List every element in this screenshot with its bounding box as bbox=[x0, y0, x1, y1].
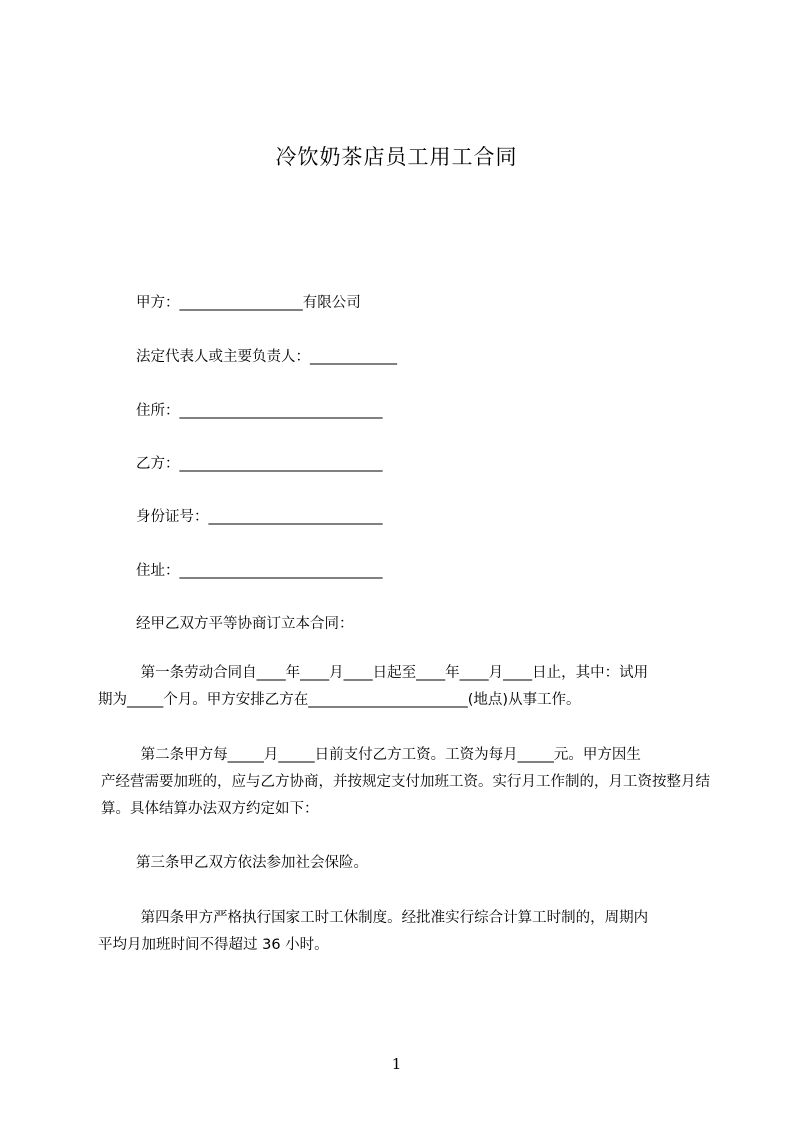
article-3: 第三条甲乙双方依法参加社会保险。 bbox=[136, 855, 368, 871]
legal-representative-line: 法定代表人或主要负责人：____________ bbox=[136, 349, 397, 365]
article-1-line-2: 期为_____个月。甲方安排乙方在______________________(地点)从事工作。 bbox=[98, 692, 581, 708]
article-2-continuation: 产经营需要加班的，应与乙方协商，并按规定支付加班工资。实行月工作制的，月工资按整月结算。具体结算办法双方约定如下： bbox=[101, 774, 710, 817]
article-4-line-2: 平均月加班时间不得超过 36 小时。 bbox=[98, 937, 329, 953]
page-number: 1 bbox=[391, 1055, 402, 1073]
preamble-line: 经甲乙双方平等协商订立本合同： bbox=[136, 616, 354, 632]
party-a-line: 甲方：_________________有限公司 bbox=[136, 295, 361, 311]
id-number-line: 身份证号：________________________ bbox=[136, 509, 383, 525]
party-b-line: 乙方：____________________________ bbox=[136, 456, 383, 472]
article-2-line-1: 第二条甲方每_____月_____日前支付乙方工资。工资为每月_____元。甲方因生 bbox=[136, 747, 641, 763]
article-1-line-1: 第一条劳动合同自____年____月____日起至____年____月____日止，其中：试用 bbox=[136, 665, 649, 681]
article-4 bbox=[98, 905, 713, 959]
article-4-line-1: 第四条甲方严格执行国家工时工休制度。经批准实行综合计算工时制的，周期内 bbox=[136, 910, 649, 926]
article-1 bbox=[98, 660, 713, 714]
residence-line: 住所：____________________________ bbox=[136, 403, 383, 419]
article-2 bbox=[101, 742, 713, 823]
document-title: 冷饮奶茶店员工用工合同 bbox=[275, 145, 518, 169]
address-line: 住址：____________________________ bbox=[136, 563, 383, 579]
